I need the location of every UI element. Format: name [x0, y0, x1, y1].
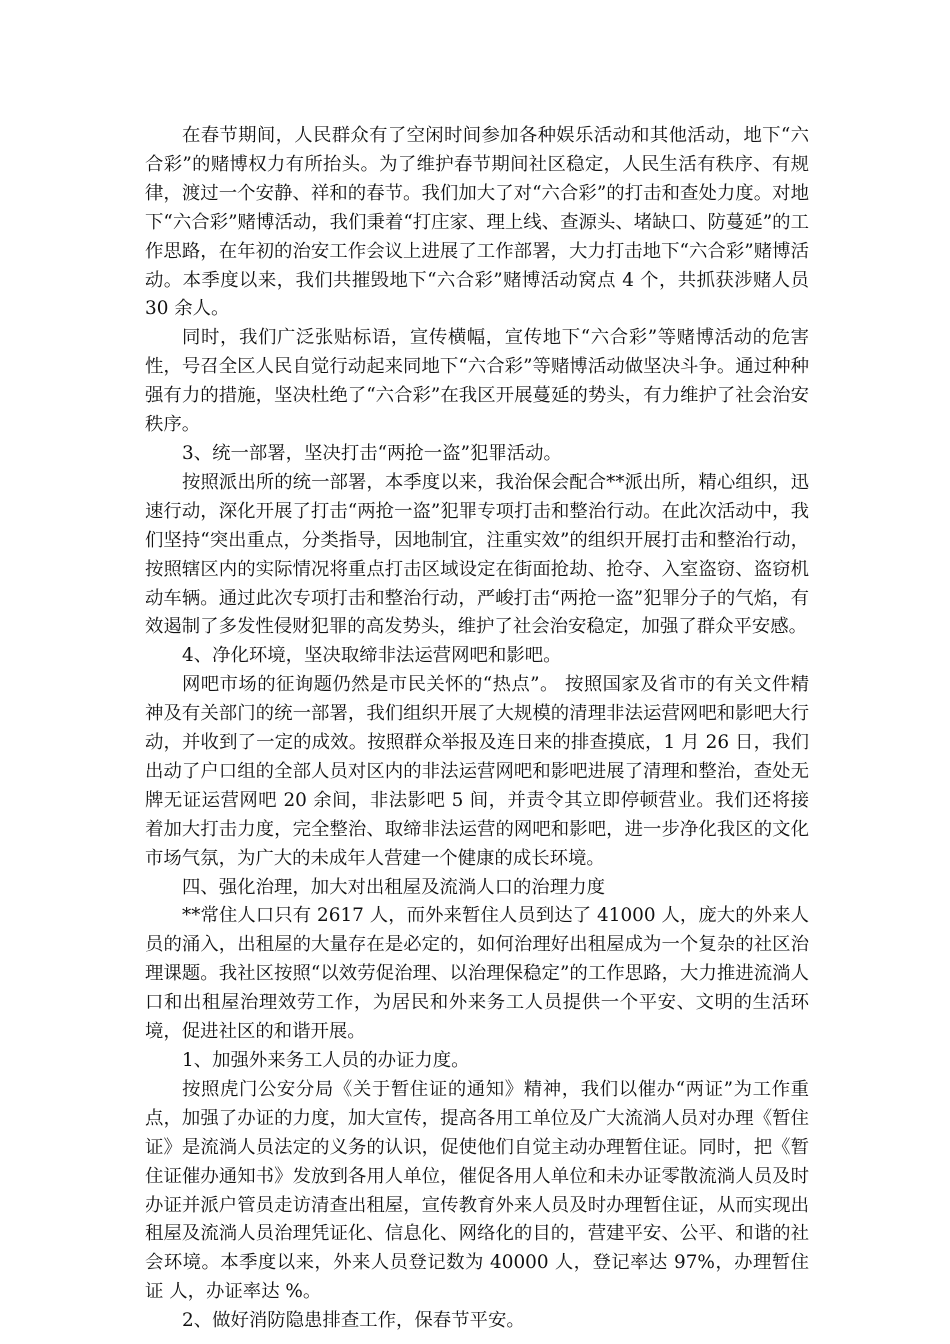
paragraph-permits: 按照虎门公安分局《关于暂住证的通知》精神，我们以催办“两证”为工作重点，加强了办证的力度，加大宣传，提高各用工单位及广大流淌人员对办理《暂住证》是流淌人员法定的义务的认识，促使他们自觉主动办理暂住证。同时，把《暂住证催办通知书》发放到各用人单位，催促各用人单位和未办证零散流淌人员及时办证并派户管员走访清查出租屋，宣传教育外来人员及时办理暂住证，从而实现出租屋及流淌人员治理凭证化、信息化、网络化的目的，营建平安、公平、和谐的社会环境。本季度以来，外来人员登记数为 40000 人，登记率达 97%，办理暂住证 人，办证率达 %。	[145, 1078, 809, 1303]
document-body	[145, 122, 809, 1336]
paragraph-population: **常住人口只有 2617 人，而外来暂住人员到达了 41000 人，庞大的外来人员的涌入，出租屋的大量存在是必定的，如何治理好出租屋成为一个复杂的社区治理课题。我社区按照“以效劳促治理、以治理保稳定”的工作思路，大力推进流淌人口和出租屋治理效劳工作，为居民和外来务工人员提供一个平安、文明的生活环境，促进社区的和谐开展。	[145, 905, 809, 1043]
heading-section-four: 四、强化治理，加大对出租屋及流淌人口的治理力度	[182, 876, 605, 898]
heading-2-fire-safety: 2、做好消防隐患排查工作，保春节平安。	[182, 1310, 525, 1332]
heading-4-internet-cafes: 4、净化环境，坚决取缔非法运营网吧和影吧。	[182, 645, 562, 667]
paragraph-internet-cafes: 网吧市场的征询题仍然是市民关怀的“热点”。 按照国家及省市的有关文件精神及有关部门的统一部署，我们组织开展了大规模的清理非法运营网吧和影吧大行动，并收到了一定的成效。按照群众举报及连日来的排查摸底，1 月 26 日，我们出动了户口组的全部人员对区内的非法运营网吧和影吧进展了清理和整治，查处无牌无证运营网吧 20 余间，非法影吧 5 间，并责令其立即停顿营业。我们还将接着加大打击力度，完全整治、取缔非法运营的网吧和影吧，进一步净化我区的文化市场气氛，为广大的未成年人营建一个健康的成长环境。	[145, 674, 809, 869]
heading-1-permits: 1、加强外来务工人员的办证力度。	[182, 1050, 470, 1071]
heading-3-two-robberies: 3、统一部署，坚决打击“两抢一盗”犯罪活动。	[182, 442, 562, 464]
paragraph-liuhecai-crackdown: 在春节期间，人民群众有了空闲时间参加各种娱乐活动和其他活动，地下“六合彩”的赌博权力有所抬头。为了维护春节期间社区稳定，人民生活有秩序、有规律，渡过一个安静、祥和的春节。我们加大了对“六合彩”的打击和查处力度。对地下“六合彩”赌博活动，我们秉着“打庄家、理上线、查源头、堵缺口、防蔓延”的工作思路，在年初的治安工作会议上进展了工作部署，大力打击地下“六合彩”赌博活动。本季度以来，我们共摧毁地下“六合彩”赌博活动窝点 4 个，共抓获涉赌人员 30 余人。	[145, 125, 809, 320]
paragraph-publicity: 同时，我们广泛张贴标语，宣传横幅，宣传地下“六合彩”等赌博活动的危害性，号召全区人民自觉行动起来同地下“六合彩”等赌博活动做坚决斗争。通过种种强有力的措施，坚决杜绝了“六合彩”在我区开展蔓延的势头，有力维护了社会治安秩序。	[145, 327, 809, 436]
paragraph-special-action: 按照派出所的统一部署，本季度以来，我治保会配合**派出所，精心组织，迅速行动，深化开展了打击“两抢一盗”犯罪专项打击和整治行动。在此次活动中，我们坚持“突出重点，分类指导，因地制宜，注重实效”的组织开展打击和整治行动，按照辖区内的实际情况将重点打击区域设定在街面抢劫、抢夺、入室盗窃、盗窃机动车辆。通过此次专项打击和整治行动，严峻打击“两抢一盗”犯罪分子的气焰，有效遏制了多发性侵财犯罪的高发势头，维护了社会治安稳定，加强了群众平安感。	[145, 471, 809, 638]
